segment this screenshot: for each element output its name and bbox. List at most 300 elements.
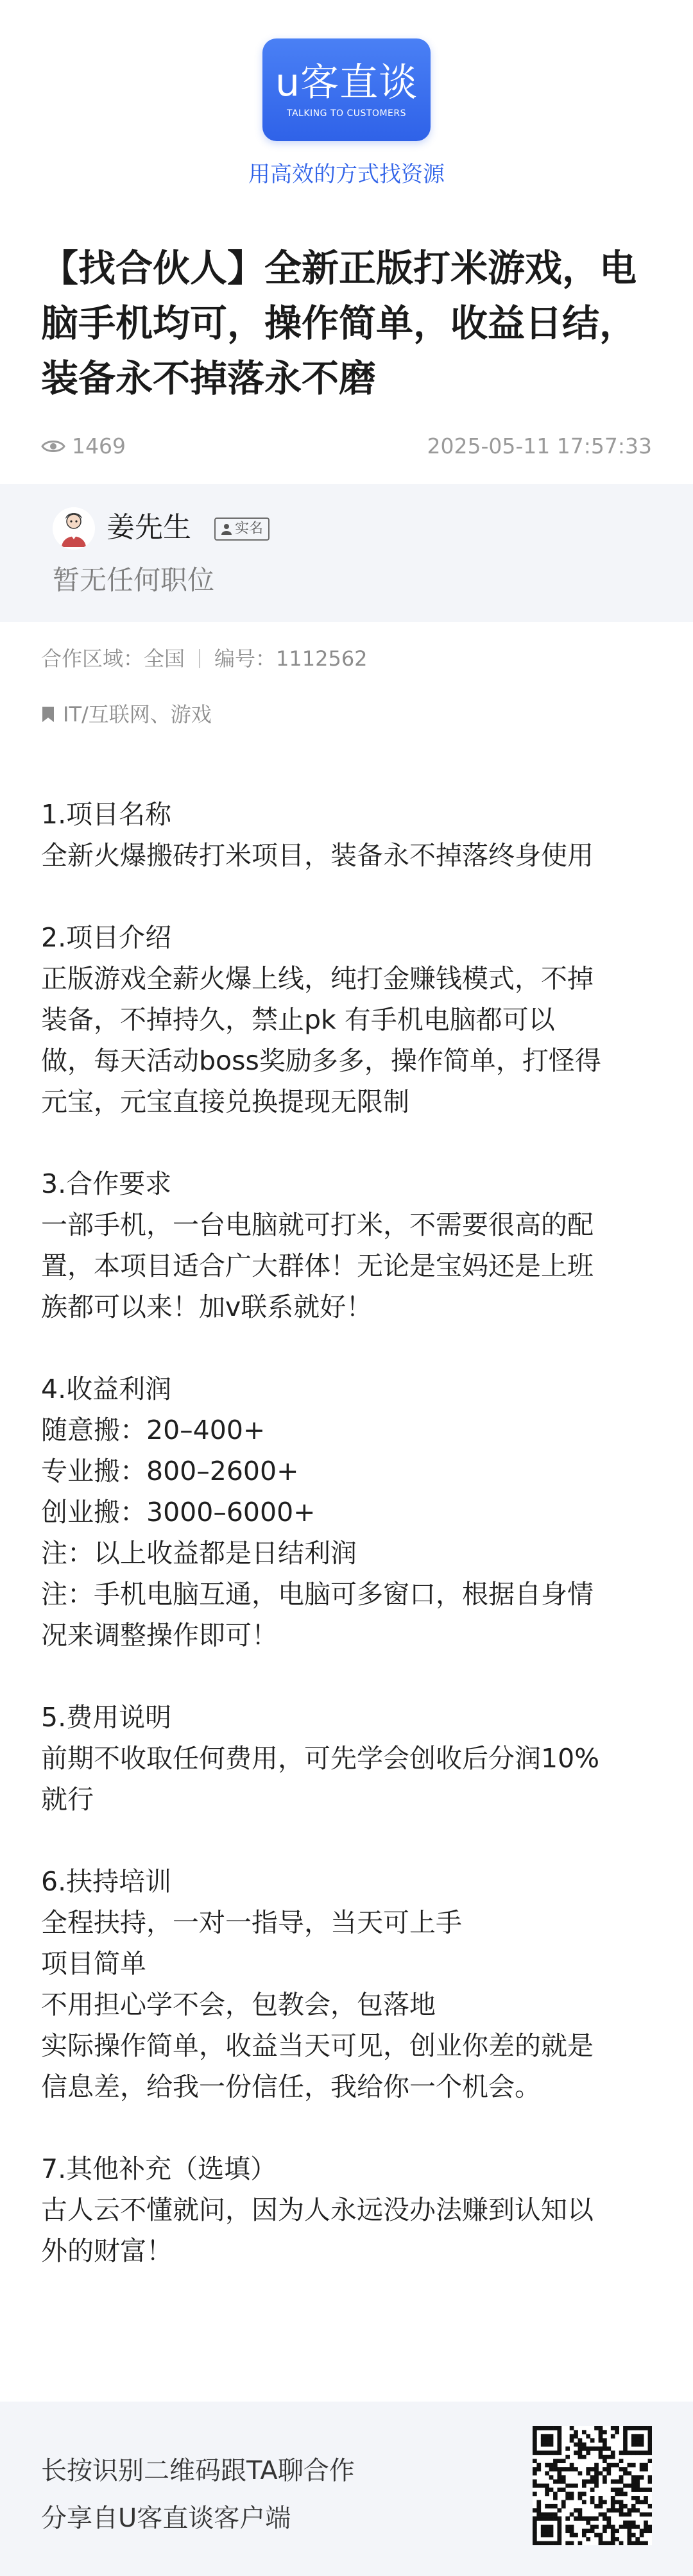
qr-module (615, 2488, 619, 2492)
bookmark-icon (41, 705, 55, 723)
content-line: 元宝，元宝直接兑换提现无限制 (41, 1086, 409, 1117)
qr-module (599, 2513, 603, 2517)
qr-module (536, 2450, 541, 2455)
qr-module (574, 2533, 578, 2538)
qr-module (549, 2475, 554, 2480)
qr-module (631, 2508, 636, 2513)
qr-module (578, 2541, 583, 2545)
qr-module (635, 2443, 640, 2447)
qr-module (631, 2484, 636, 2488)
content-line: 随意搬：20–400+ (41, 1415, 266, 1445)
qr-module (606, 2446, 611, 2451)
qr-module (533, 2446, 537, 2451)
qr-module (541, 2434, 545, 2439)
qr-module (644, 2521, 648, 2525)
qr-module (582, 2455, 586, 2459)
qr-module (619, 2504, 624, 2509)
qr-module (599, 2446, 603, 2451)
app-logo (262, 38, 431, 141)
qr-module (549, 2533, 554, 2538)
qr-module (590, 2438, 595, 2443)
qr-module (628, 2537, 632, 2541)
qr-module (623, 2443, 628, 2447)
qr-module (628, 2533, 632, 2538)
qr-module (631, 2488, 636, 2492)
qr-module (640, 2434, 644, 2439)
qr-module (536, 2500, 541, 2504)
qr-module (533, 2438, 537, 2443)
content-line: 况来调整操作即可！ (41, 1620, 278, 1651)
qr-module (603, 2430, 607, 2434)
qr-module (545, 2484, 549, 2488)
qr-module (611, 2434, 615, 2439)
qr-module (599, 2537, 603, 2541)
qr-module (648, 2529, 652, 2533)
qr-module (611, 2529, 615, 2533)
qr-module (533, 2533, 537, 2538)
footer (0, 2402, 693, 2576)
qr-module (648, 2475, 652, 2480)
qr-module (590, 2446, 595, 2451)
qr-module (648, 2426, 652, 2430)
qr-module (631, 2463, 636, 2468)
qr-module (578, 2471, 583, 2476)
qr-module (574, 2434, 578, 2439)
qr-module (553, 2496, 558, 2500)
qr-module (578, 2492, 583, 2496)
content-blank-line (41, 1327, 654, 1368)
qr-module (644, 2426, 648, 2430)
qr-module (615, 2492, 619, 2496)
qr-module (570, 2513, 574, 2517)
qr-module (533, 2430, 537, 2434)
qr-module (611, 2488, 615, 2492)
qr-module (644, 2541, 648, 2545)
qr-module (603, 2541, 607, 2545)
qr-module (570, 2467, 574, 2471)
qr-module (623, 2521, 628, 2525)
qr-module (631, 2450, 636, 2455)
qr-module (628, 2525, 632, 2529)
qr-module (549, 2467, 554, 2471)
qr-module (553, 2479, 558, 2484)
qr-module (533, 2537, 537, 2541)
content-line: 3.合作要求 (41, 1168, 172, 1199)
qr-module (640, 2513, 644, 2517)
qr-module (599, 2455, 603, 2459)
qr-module (611, 2500, 615, 2504)
qr-module (578, 2446, 583, 2451)
qr-module (619, 2488, 624, 2492)
qr-module (565, 2496, 570, 2500)
qr-module (594, 2467, 599, 2471)
qr-module (545, 2504, 549, 2509)
qr-module (599, 2450, 603, 2455)
content-line: 6.扶持培训 (41, 1866, 172, 1897)
qr-module (631, 2541, 636, 2545)
qr-module (578, 2443, 583, 2447)
verified-badge (214, 518, 270, 541)
qr-module (557, 2467, 561, 2471)
qr-module (623, 2492, 628, 2496)
qr-module (533, 2521, 537, 2525)
qr-module (599, 2533, 603, 2538)
qr-module (648, 2488, 652, 2492)
qr-module (578, 2496, 583, 2500)
qr-module (557, 2434, 561, 2439)
qr-module (611, 2496, 615, 2500)
content-blank-line (41, 1122, 654, 1163)
qr-module (594, 2446, 599, 2451)
qr-module (611, 2426, 615, 2430)
qr-module (590, 2496, 595, 2500)
qr-module (644, 2450, 648, 2455)
qr-module (606, 2463, 611, 2468)
qr-module (545, 2463, 549, 2468)
qr-module (606, 2521, 611, 2525)
content-line: 装备，不掉持久，禁止pk 有手机电脑都可以 (41, 1004, 555, 1035)
qr-module (628, 2484, 632, 2488)
qr-module (603, 2516, 607, 2521)
qr-module (615, 2426, 619, 2430)
qr-module (623, 2446, 628, 2451)
qr-module (594, 2484, 599, 2488)
qr-module (615, 2463, 619, 2468)
qr-module (640, 2426, 644, 2430)
qr-module (545, 2513, 549, 2517)
qr-module (533, 2484, 537, 2488)
qr-module (615, 2500, 619, 2504)
qr-module (533, 2525, 537, 2529)
qr-module (533, 2434, 537, 2439)
qr-module (586, 2521, 590, 2525)
qr-module (557, 2450, 561, 2455)
qr-module (557, 2479, 561, 2484)
qr-module (635, 2508, 640, 2513)
qr-module (619, 2459, 624, 2463)
content-line: 外的财富！ (41, 2235, 173, 2266)
qr-module (619, 2492, 624, 2496)
qr-module (628, 2426, 632, 2430)
qr-module (594, 2516, 599, 2521)
qr-module (570, 2484, 574, 2488)
qr-module (582, 2533, 586, 2538)
qr-module (606, 2467, 611, 2471)
qr-module (635, 2484, 640, 2488)
qr-module (533, 2516, 537, 2521)
qr-module (586, 2479, 590, 2484)
qr-module (549, 2434, 554, 2439)
avatar[interactable] (53, 507, 95, 550)
qr-module (570, 2533, 574, 2538)
qr-module (635, 2500, 640, 2504)
qr-module (623, 2450, 628, 2455)
qr-module (611, 2504, 615, 2509)
content-line: 7.其他补充（选填） (41, 2153, 277, 2184)
qr-module (606, 2471, 611, 2476)
author-position: 暂无任何职位 (53, 564, 215, 596)
qr-module (565, 2492, 570, 2496)
qr-module (582, 2443, 586, 2447)
footer-qr-hint: 长按识别二维码跟TA聊合作 (41, 2456, 355, 2486)
qr-module (549, 2541, 554, 2545)
qr-module (557, 2508, 561, 2513)
qr-module (561, 2459, 566, 2463)
qr-module (533, 2479, 537, 2484)
qr-module (549, 2529, 554, 2533)
qr-module (553, 2513, 558, 2517)
industry-tags (41, 700, 212, 728)
qr-module (533, 2471, 537, 2476)
qr-module (648, 2430, 652, 2434)
qr-module (619, 2513, 624, 2517)
qr-module (644, 2467, 648, 2471)
qr-module (631, 2479, 636, 2484)
qr-module (644, 2500, 648, 2504)
qr-module (648, 2479, 652, 2484)
qr-module (582, 2446, 586, 2451)
qr-module (635, 2479, 640, 2484)
qr-module (557, 2438, 561, 2443)
content-line: 置，本项目适合广大群体！无论是宝妈还是上班 (41, 1250, 594, 1281)
qr-module (631, 2525, 636, 2529)
content-line: 做，每天活动boss奖励多多，操作简单，打怪得 (41, 1045, 601, 1076)
qr-module (545, 2516, 549, 2521)
qr-module (557, 2525, 561, 2529)
qr-module (557, 2471, 561, 2476)
qr-module (570, 2492, 574, 2496)
qr-module (640, 2533, 644, 2538)
qr-module (603, 2438, 607, 2443)
qr-module (648, 2504, 652, 2509)
qr-module (574, 2484, 578, 2488)
qr-module (557, 2443, 561, 2447)
qr-module (533, 2467, 537, 2471)
qr-module (631, 2475, 636, 2480)
author-card[interactable] (0, 484, 693, 622)
qr-module (628, 2471, 632, 2476)
qr-module (541, 2450, 545, 2455)
qr-module (590, 2488, 595, 2492)
qr-module (640, 2443, 644, 2447)
qr-module (586, 2516, 590, 2521)
qr-module (628, 2463, 632, 2468)
qr-module (631, 2426, 636, 2430)
qr-module (635, 2537, 640, 2541)
qr-module (533, 2443, 537, 2447)
qr-module (536, 2541, 541, 2545)
qr-module (603, 2513, 607, 2517)
qr-module (628, 2541, 632, 2545)
qr-module (619, 2479, 624, 2484)
qr-module (644, 2525, 648, 2529)
content-line: 族都可以来！加v联系就好！ (41, 1292, 373, 1322)
qr-module (640, 2500, 644, 2504)
qr-module (631, 2496, 636, 2500)
qr-module (536, 2508, 541, 2513)
qr-module (648, 2450, 652, 2455)
qr-module (545, 2471, 549, 2476)
qr-module (565, 2467, 570, 2471)
qr-module (541, 2443, 545, 2447)
qr-module (603, 2525, 607, 2529)
qr-module (599, 2496, 603, 2500)
content-blank-line (41, 1820, 654, 1861)
qr-module (533, 2529, 537, 2533)
qr-module (586, 2434, 590, 2439)
qr-module (557, 2533, 561, 2538)
qr-module (557, 2521, 561, 2525)
author-name[interactable]: 姜先生 (107, 511, 191, 544)
qr-module (570, 2434, 574, 2439)
qr-module (648, 2446, 652, 2451)
qr-module (644, 2488, 648, 2492)
qr-module (536, 2467, 541, 2471)
qr-module (635, 2541, 640, 2545)
qr-module (611, 2463, 615, 2468)
view-count-text: 1469 (72, 434, 126, 459)
content-line: 一部手机，一台电脑就可打米，不需要很高的配 (41, 1209, 594, 1240)
qr-module (606, 2525, 611, 2529)
qr-module (631, 2443, 636, 2447)
qr-module (545, 2533, 549, 2538)
qr-module (557, 2426, 561, 2430)
qr-module (611, 2525, 615, 2529)
region-text: 合作区域：全国 (41, 646, 185, 671)
qr-module (648, 2513, 652, 2517)
content-line: 正版游戏全薪火爆上线，纯打金赚钱模式，不掉 (41, 963, 594, 994)
qr-module (606, 2516, 611, 2521)
content-line: 全程扶持，一对一指导，当天可上手 (41, 1907, 462, 1938)
qr-module (553, 2426, 558, 2430)
qr-module (640, 2541, 644, 2545)
qr-module (570, 2496, 574, 2500)
qr-module (586, 2471, 590, 2476)
qr-module (599, 2541, 603, 2545)
qr-module (599, 2434, 603, 2439)
qr-module (635, 2475, 640, 2480)
logo-area (0, 38, 693, 141)
qr-module (590, 2467, 595, 2471)
qr-module (635, 2496, 640, 2500)
qr-module (635, 2438, 640, 2443)
qr-module (619, 2525, 624, 2529)
qr-module (619, 2450, 624, 2455)
qr-module (635, 2450, 640, 2455)
divider (199, 649, 200, 668)
qr-module (545, 2529, 549, 2533)
qr-module (635, 2426, 640, 2430)
qr-module (599, 2471, 603, 2476)
qr-module (561, 2467, 566, 2471)
qr-module (553, 2492, 558, 2496)
post-number: 编号：1112562 (214, 646, 368, 671)
qr-module (631, 2533, 636, 2538)
qr-module (640, 2450, 644, 2455)
qr-module (611, 2541, 615, 2545)
qr-module (536, 2513, 541, 2517)
qr-module (594, 2525, 599, 2529)
footer-share-source: 分享自U客直谈客户端 (41, 2504, 291, 2533)
qr-module (565, 2484, 570, 2488)
content-line: 信息差，给我一份信任，我给你一个机会。 (41, 2071, 541, 2102)
qr-module (623, 2438, 628, 2443)
qr-module (582, 2430, 586, 2434)
qr-module (603, 2455, 607, 2459)
qr-module (594, 2479, 599, 2484)
qr-module (623, 2430, 628, 2434)
qr-module (545, 2541, 549, 2545)
qr-module (545, 2443, 549, 2447)
eye-icon (41, 439, 65, 454)
qr-module (533, 2426, 537, 2430)
qr-module (545, 2438, 549, 2443)
qr-module (623, 2434, 628, 2439)
qr-module (586, 2537, 590, 2541)
qr-module (541, 2525, 545, 2529)
qr-module (578, 2513, 583, 2517)
slogan: 用高效的方式找资源 (248, 162, 445, 187)
qr-module (574, 2443, 578, 2447)
content-line: 古人云不懂就问，因为人永远没办法赚到认知以 (41, 2194, 594, 2225)
qr-module (623, 2471, 628, 2476)
qr-module (545, 2492, 549, 2496)
qr-module (606, 2455, 611, 2459)
tags-text: IT/互联网、游戏 (63, 702, 212, 727)
qr-module (561, 2504, 566, 2509)
qr-module (640, 2488, 644, 2492)
qr-module (533, 2541, 537, 2545)
qr-module (533, 2459, 537, 2463)
content-line: 专业搬：800–2600+ (41, 1456, 299, 1486)
qr-module (640, 2463, 644, 2468)
qr-module (582, 2529, 586, 2533)
qr-module (561, 2500, 566, 2504)
content-line: 4.收益利润 (41, 1374, 172, 1404)
qr-module (578, 2438, 583, 2443)
qr-module (570, 2426, 574, 2430)
qr-module (582, 2484, 586, 2488)
qr-module (586, 2450, 590, 2455)
view-count (41, 434, 126, 459)
qr-module (603, 2475, 607, 2480)
qr-module (541, 2533, 545, 2538)
qr-module (545, 2426, 549, 2430)
qr-module (603, 2459, 607, 2463)
qr-module (549, 2488, 554, 2492)
qr-module (628, 2450, 632, 2455)
qr-module (648, 2525, 652, 2529)
qr-module (578, 2516, 583, 2521)
qr-module (553, 2516, 558, 2521)
qr-module (611, 2508, 615, 2513)
qr-module (557, 2430, 561, 2434)
content-line: 就行 (41, 1784, 94, 1815)
qr-module (590, 2500, 595, 2504)
content-blank-line (41, 2107, 654, 2148)
qr-module (549, 2450, 554, 2455)
qr-code[interactable] (533, 2426, 652, 2545)
qr-module (599, 2504, 603, 2509)
qr-module (545, 2488, 549, 2492)
qr-module (631, 2438, 636, 2443)
qr-module (557, 2488, 561, 2492)
qr-module (603, 2467, 607, 2471)
qr-module (628, 2521, 632, 2525)
qr-module (619, 2541, 624, 2545)
content-line: 5.费用说明 (41, 1702, 172, 1733)
content-line: 注：手机电脑互通，电脑可多窗口，根据自身情 (41, 1579, 594, 1610)
